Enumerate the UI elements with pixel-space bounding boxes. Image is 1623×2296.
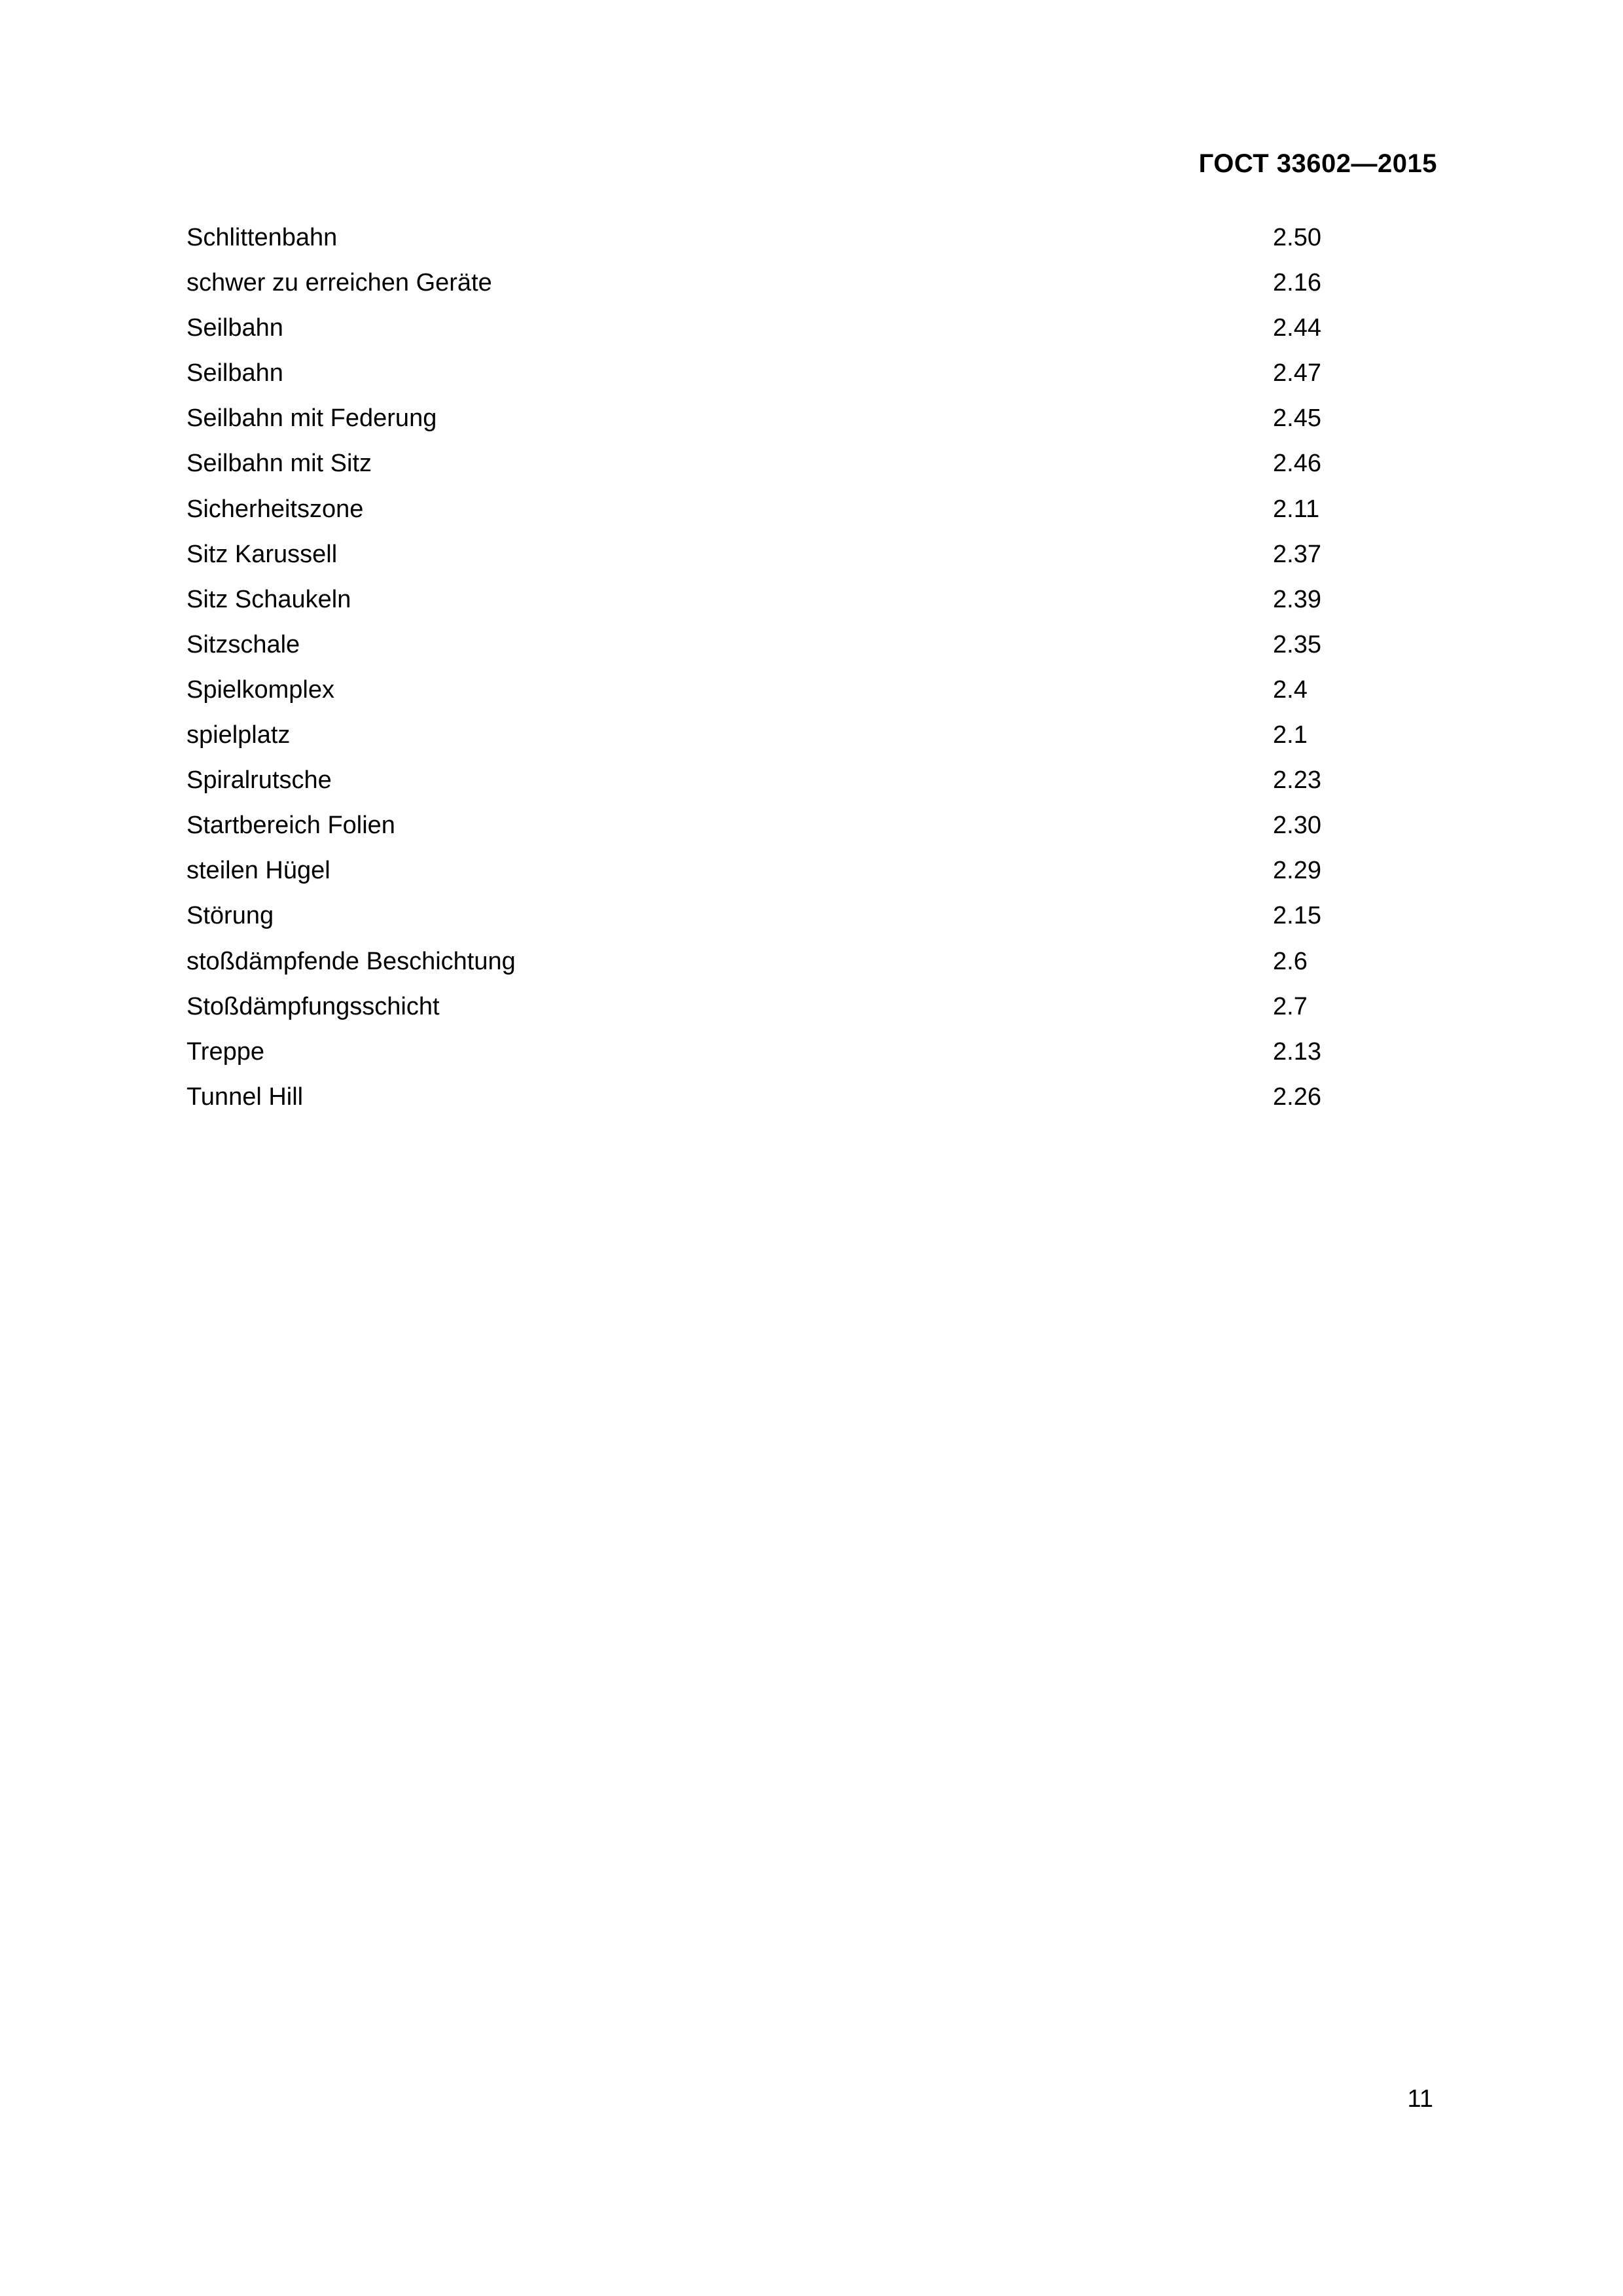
index-term: spielplatz bbox=[187, 721, 291, 749]
page-number: 11 bbox=[1407, 2085, 1433, 2113]
index-list bbox=[187, 223, 1351, 1127]
index-row bbox=[187, 675, 1351, 720]
index-row bbox=[187, 765, 1351, 810]
index-term: Spielkomplex bbox=[187, 675, 334, 704]
index-ref: 2.7 bbox=[1273, 992, 1308, 1020]
index-term: stoßdämpfende Beschichtung bbox=[187, 947, 516, 975]
index-term: Seilbahn mit Sitz bbox=[187, 450, 372, 478]
index-row bbox=[187, 1082, 1351, 1127]
document-standard-header: ГОСТ 33602—2015 bbox=[1198, 149, 1437, 178]
index-term: steilen Hügel bbox=[187, 857, 330, 885]
index-term: Startbereich Folien bbox=[187, 812, 395, 840]
index-ref: 2.47 bbox=[1273, 359, 1321, 387]
index-row bbox=[187, 1037, 1351, 1082]
index-ref: 2.44 bbox=[1273, 314, 1321, 342]
index-ref: 2.15 bbox=[1273, 902, 1321, 930]
index-row bbox=[187, 313, 1351, 358]
index-row bbox=[187, 223, 1351, 268]
index-row bbox=[187, 358, 1351, 403]
index-ref: 2.4 bbox=[1273, 675, 1308, 704]
index-term: Stoßdämpfungsschicht bbox=[187, 992, 440, 1020]
index-term: Tunnel Hill bbox=[187, 1083, 304, 1111]
index-row bbox=[187, 855, 1351, 901]
index-ref: 2.16 bbox=[1273, 269, 1321, 297]
index-term: Sicherheitszone bbox=[187, 495, 364, 523]
index-ref: 2.26 bbox=[1273, 1083, 1321, 1111]
index-row bbox=[187, 268, 1351, 313]
index-term: Sitz Schaukeln bbox=[187, 585, 351, 613]
index-ref: 2.29 bbox=[1273, 857, 1321, 885]
index-row bbox=[187, 539, 1351, 584]
index-ref: 2.37 bbox=[1273, 540, 1321, 568]
index-row bbox=[187, 630, 1351, 675]
index-term: Seilbahn bbox=[187, 314, 283, 342]
index-row bbox=[187, 992, 1351, 1037]
index-term: Sitzschale bbox=[187, 630, 300, 658]
index-ref: 2.46 bbox=[1273, 450, 1321, 478]
index-row bbox=[187, 584, 1351, 630]
index-row bbox=[187, 403, 1351, 448]
index-row bbox=[187, 720, 1351, 765]
index-row bbox=[187, 901, 1351, 946]
index-ref: 2.11 bbox=[1273, 495, 1320, 523]
index-ref: 2.6 bbox=[1273, 947, 1308, 975]
index-term: Störung bbox=[187, 902, 274, 930]
index-row bbox=[187, 946, 1351, 992]
index-ref: 2.39 bbox=[1273, 585, 1321, 613]
index-ref: 2.30 bbox=[1273, 812, 1321, 840]
index-ref: 2.1 bbox=[1273, 721, 1308, 749]
index-ref: 2.23 bbox=[1273, 766, 1321, 795]
index-ref: 2.13 bbox=[1273, 1037, 1321, 1066]
index-row bbox=[187, 448, 1351, 493]
index-term: Schlittenbahn bbox=[187, 224, 338, 251]
index-term: Sitz Karussell bbox=[187, 540, 338, 568]
index-row bbox=[187, 810, 1351, 855]
index-term: Seilbahn mit Federung bbox=[187, 404, 437, 433]
index-ref: 2.35 bbox=[1273, 630, 1321, 658]
index-ref: 2.45 bbox=[1273, 404, 1321, 433]
index-row bbox=[187, 494, 1351, 539]
index-term: Seilbahn bbox=[187, 359, 283, 387]
index-term: Spiralrutsche bbox=[187, 766, 332, 795]
index-term: schwer zu erreichen Geräte bbox=[187, 269, 492, 297]
index-term: Treppe bbox=[187, 1037, 264, 1066]
index-ref: 2.50 bbox=[1273, 224, 1321, 251]
